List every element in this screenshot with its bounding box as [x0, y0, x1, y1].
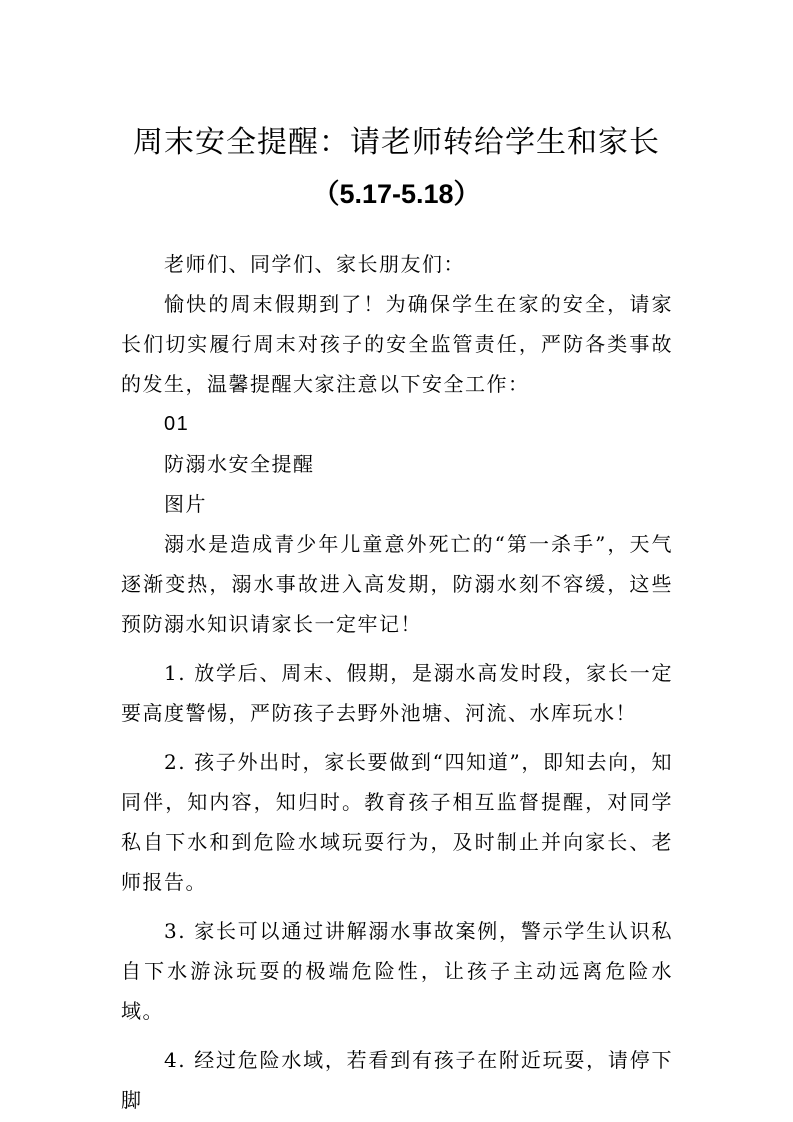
intro-paragraph: 愉快的周末假期到了！为确保学生在家的安全，请家长们切实履行周末对孩子的安全监管责任，严防各类事故的发生，温馨提醒大家注意以下安全工作： — [121, 292, 673, 396]
section-title: 防溺水安全提醒 — [164, 452, 315, 476]
list-item: 1. 放学后、周末、假期，是溺水高发时段，家长一定要高度警惕，严防孩子去野外池塘、河流、水库玩水！ — [121, 661, 673, 725]
list-item: 3. 家长可以通过讲解溺水事故案例，警示学生认识私自下水游泳玩耍的极端危险性，让孩子主动远离危险水域。 — [121, 919, 673, 1023]
image-placeholder-text: 图片 — [164, 492, 207, 516]
document-body — [121, 244, 673, 1120]
list-item: 4. 经过危险水域，若看到有孩子在附近玩耍，请停下脚 — [121, 1048, 673, 1112]
list-item: 2. 孩子外出时，家长要做到“四知道”，即知去向，知同伴，知内容，知归时。教育孩子相互监督提醒，对同学私自下水和到危险水域玩耍行为，及时制止并向家长、老师报告。 — [121, 750, 673, 894]
document-date-range: （5.17-5.18） — [312, 179, 481, 209]
document-title: 周末安全提醒：请老师转给学生和家长 — [133, 125, 660, 160]
section-number: 01 — [164, 413, 190, 435]
greeting-paragraph: 老师们、同学们、家长朋友们： — [164, 252, 465, 276]
section-intro-paragraph: 溺水是造成青少年儿童意外死亡的“第一杀手”，天气逐渐变热，溺水事故进入高发期，防溺水刻不容缓，这些预防溺水知识请家长一定牢记！ — [121, 532, 673, 636]
